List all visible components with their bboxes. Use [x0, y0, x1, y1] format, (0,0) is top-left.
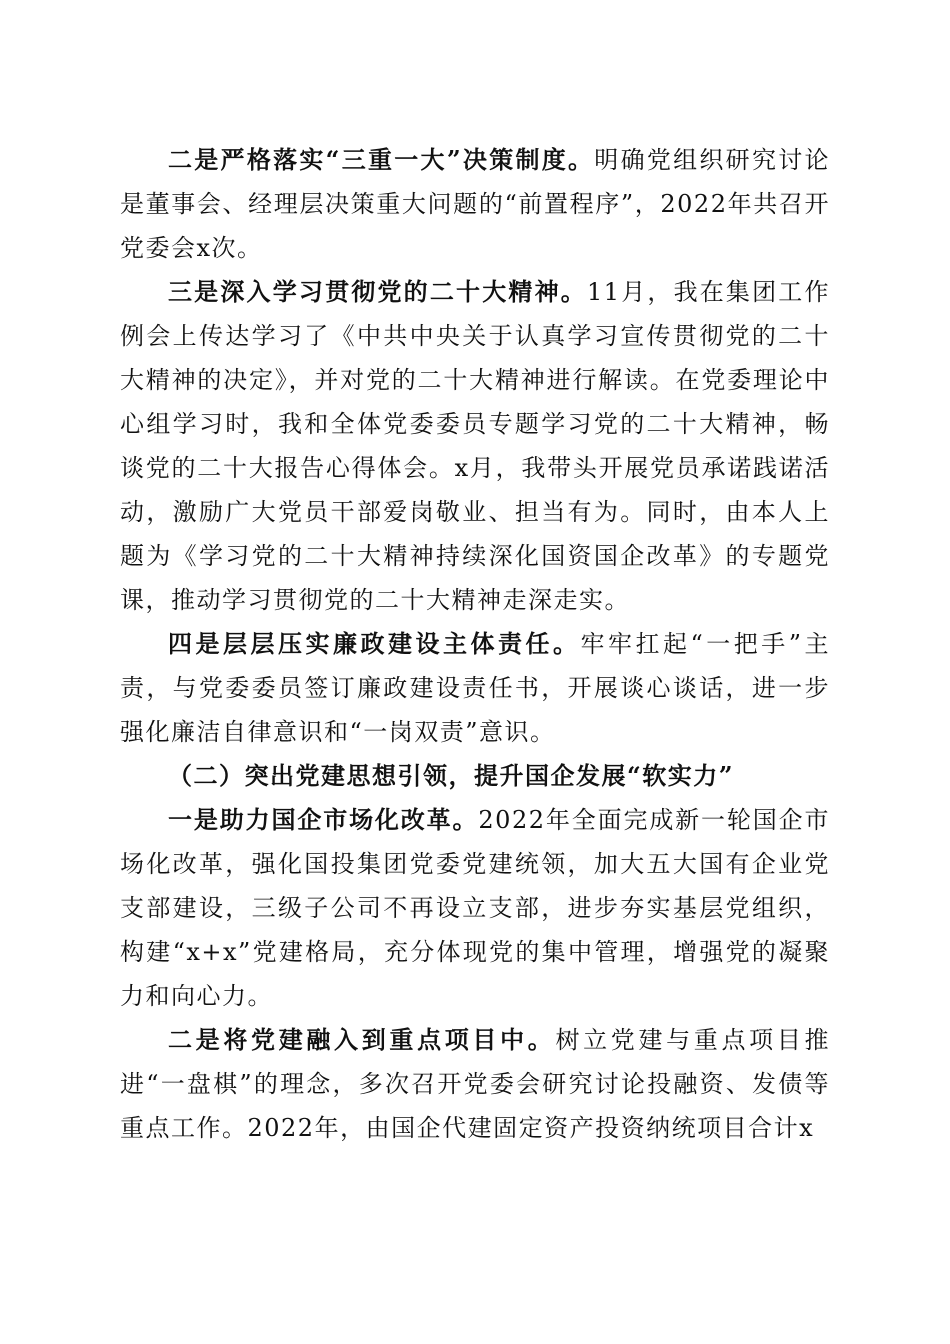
document-page	[120, 138, 830, 1150]
paragraph-body: 牢牢扛起“一把手”主责，与党委委员签订廉政建设责任书，开展谈心谈话，进一步强化廉洁自律意识和“一岗双责”意识。	[120, 630, 831, 746]
paragraph-twentieth-congress	[120, 270, 830, 622]
paragraph-body: 2022年全面完成新一轮国企市场化改革，强化国投集团党委党建统领，加大五大国有企业党支部建设，三级子公司不再设立支部，进步夯实基层党组织，构建“x+x”党建格局，充分体现党的集中管理，增强党的凝聚力和向心力。	[120, 806, 831, 1010]
paragraph-lead: 一是助力国企市场化改革。	[168, 805, 479, 834]
paragraph-body: 11月，我在集团工作例会上传达学习了《中共中央关于认真学习宣传贯彻党的二十大精神的决定》，并对党的二十大精神进行解读。在党委理论中心组学习时，我和全体党委委员专题学习党的二十大精神，畅谈党的二十大报告心得体会。x月，我带头开展党员承诺践诺活动，激励广大党员干部爱岗敬业、担当有为。同时，由本人上题为《学习党的二十大精神持续深化国资国企改革》的专题党课，推动学习贯彻党的二十大精神走深走实。	[120, 278, 830, 614]
paragraph-lead: 四是层层压实廉政建设主体责任。	[168, 629, 581, 658]
paragraph-body: 树立党建与重点项目推进“一盘棋”的理念，多次召开党委会研究讨论投融资、发债等重点工作。2022年，由国企代建固定资产投资纳统项目合计x	[120, 1026, 831, 1142]
paragraph-body: 明确党组织研究讨论是董事会、经理层决策重大问题的“前置程序”，2022年共召开党委会x次。	[120, 146, 831, 262]
paragraph-lead: 二是将党建融入到重点项目中。	[168, 1025, 556, 1054]
paragraph-integrity-responsibility	[120, 622, 830, 754]
paragraph-key-projects	[120, 1018, 830, 1150]
paragraph-lead: 三是深入学习贯彻党的二十大精神。	[168, 277, 587, 306]
paragraph-market-reform	[120, 798, 830, 1018]
paragraph-lead: 二是严格落实“三重一大”决策制度。	[168, 145, 595, 174]
section-heading: （二）突出党建思想引领，提升国企发展“软实力”	[168, 761, 735, 790]
paragraph-three-major-one-big	[120, 138, 830, 270]
